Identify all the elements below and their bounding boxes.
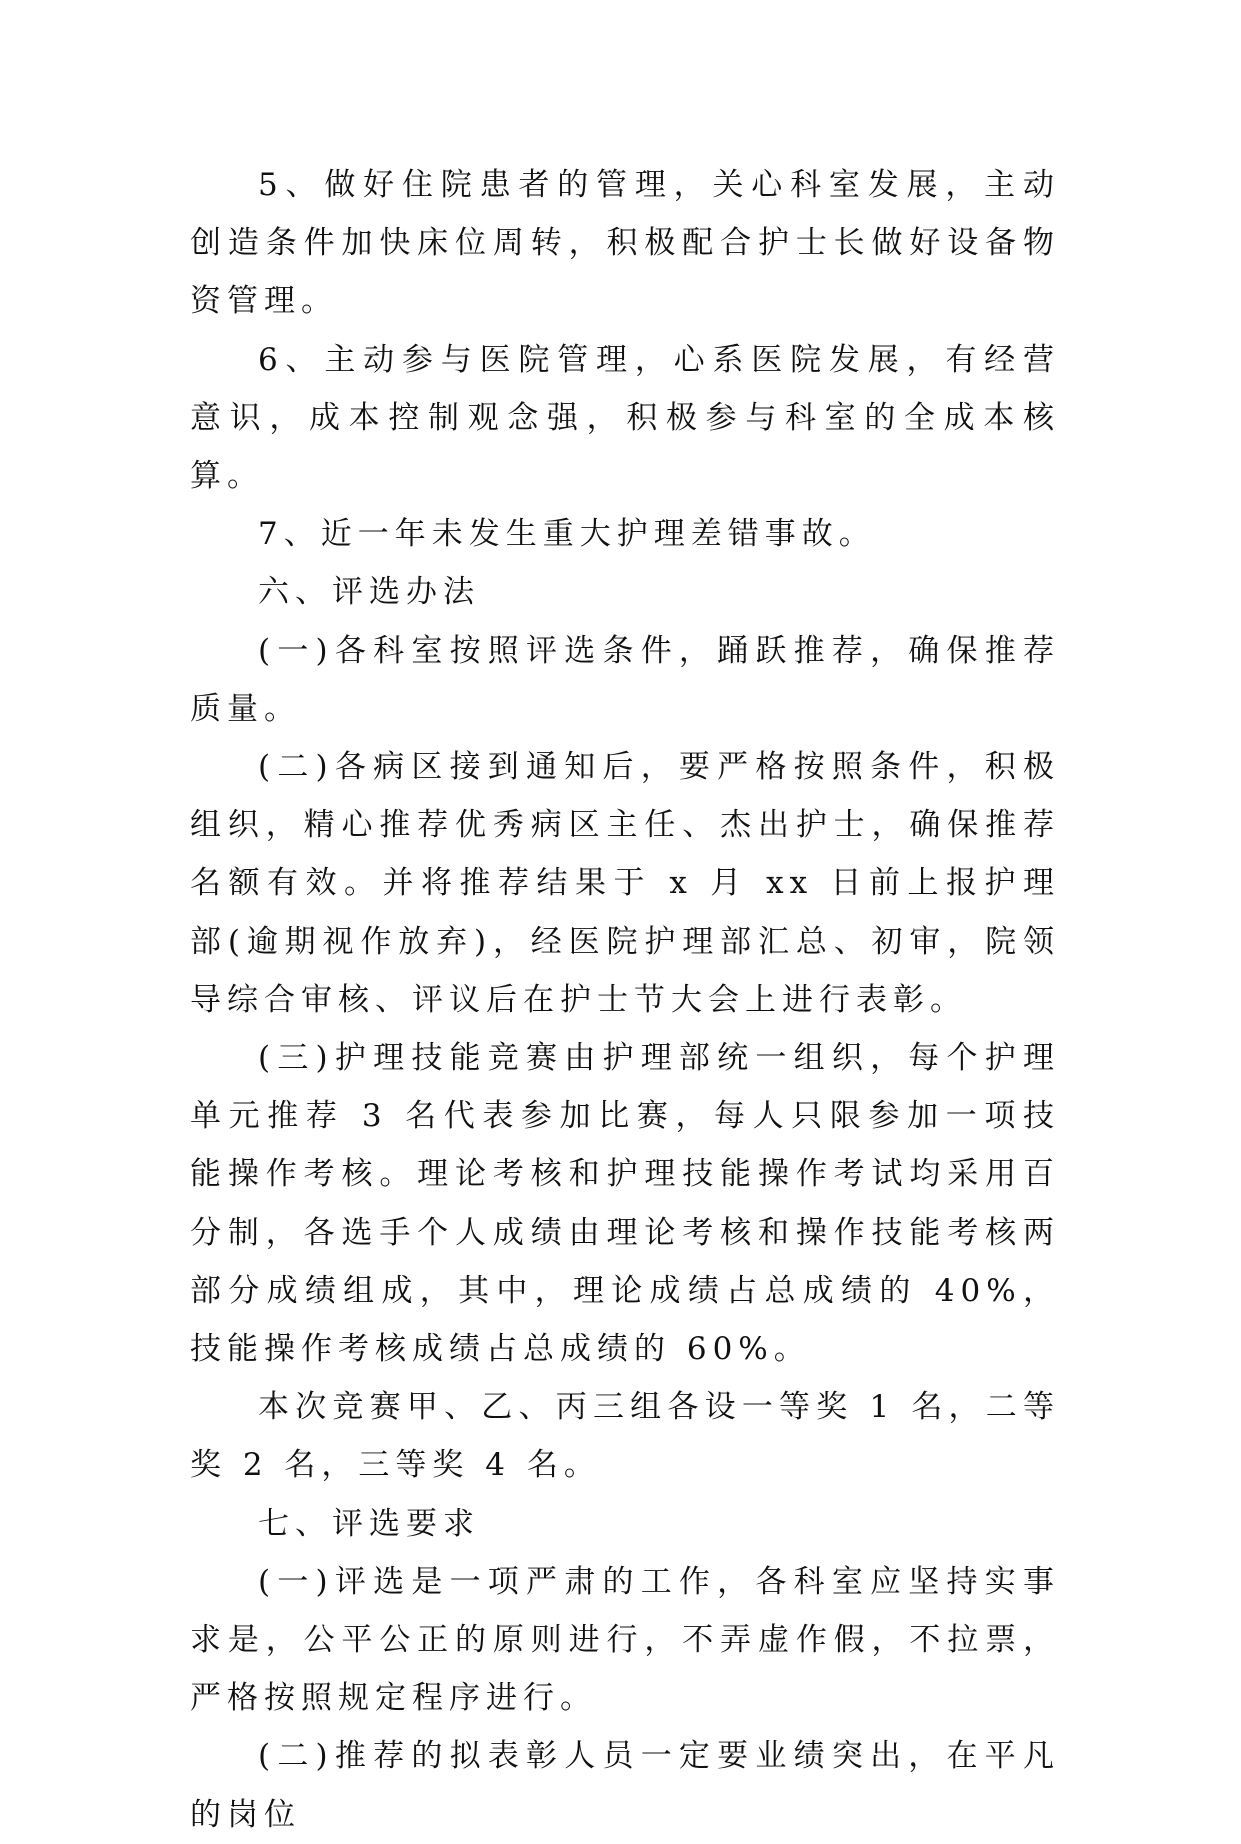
section-heading-selection-method: 六、评选办法 <box>258 574 480 611</box>
awards-paragraph: 本次竞赛甲、乙、丙三组各设一等奖 1 名，二等奖 2 名，三等奖 4 名。 <box>190 1389 1060 1484</box>
paragraph-item-5: 5、做好住院患者的管理，关心科室发展，主动创造条件加快床位周转，积极配合护士长做好设备物资管理。 <box>190 167 1060 320</box>
paragraph-item-7: 7、近一年未发生重大护理差错事故。 <box>258 516 876 553</box>
method-paragraph-2: (二)各病区接到通知后，要严格按照条件，积极组织，精心推荐优秀病区主任、杰出护士，确保推荐名额有效。并将推荐结果于 x 月 xx 日前上报护理部(逾期视作放弃)，经医院护理部汇总、初审，院领导综合审核、评议后在护士节大会上进行表彰。 <box>190 749 1060 1018</box>
requirement-paragraph-2: (二)推荐的拟表彰人员一定要业绩突出，在平凡的岗位 <box>190 1738 1060 1833</box>
requirement-paragraph-1: (一)评选是一项严肃的工作，各科室应坚持实事求是，公平公正的原则进行，不弄虚作假，不拉票，严格按照规定程序进行。 <box>190 1563 1060 1717</box>
section-heading-selection-requirements: 七、评选要求 <box>258 1505 480 1542</box>
document-body <box>190 156 1060 1844</box>
paragraph-item-6: 6、主动参与医院管理，心系医院发展，有经营意识，成本控制观念强，积极参与科室的全成本核算。 <box>190 341 1060 495</box>
method-paragraph-3: (三)护理技能竞赛由护理部统一组织，每个护理单元推荐 3 名代表参加比赛，每人只限参加一项技能操作考核。理论考核和护理技能操作考试均采用百分制，各选手个人成绩由理论考核和操作技能考核两部分成绩组成，其中，理论成绩占总成绩的 40%，技能操作考核成绩占总成绩的 60%。 <box>190 1040 1060 1368</box>
method-paragraph-1: (一)各科室按照评选条件，踊跃推荐，确保推荐质量。 <box>190 632 1060 727</box>
